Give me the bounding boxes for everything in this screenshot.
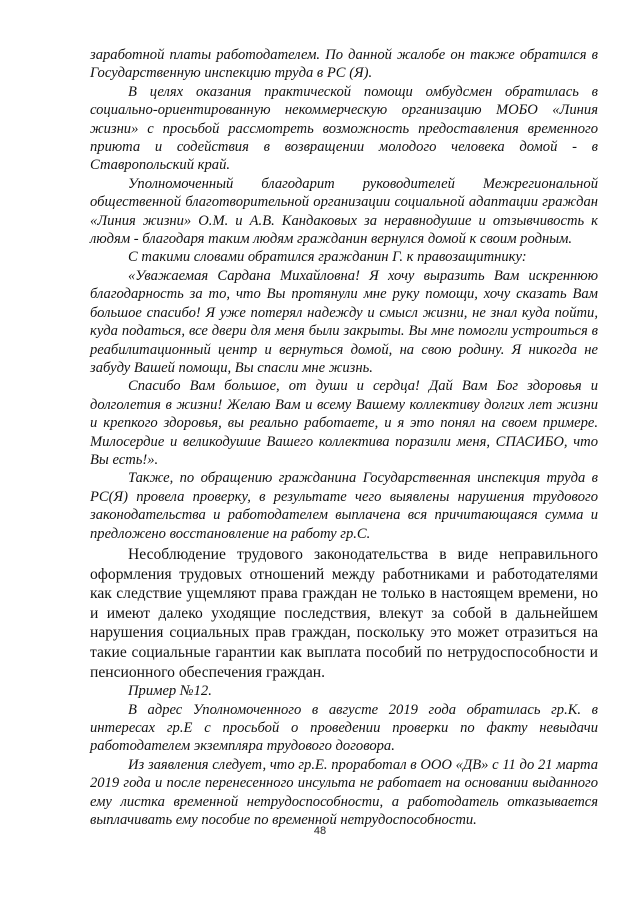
paragraph-quote-part-2: Спасибо Вам большое, от души и сердца! Дай Вам Бог здоровья и долголетия в жизни! Желаю Вам и всему Вашему коллективу долгих лет жизни и крепкого здоровья, вы реально работаете, и я это понял на своем примере. Милосердие и великодушие Вашего коллектива поразили меня, СПАСИБО, что Вы есть!».: [90, 378, 598, 468]
example-heading: Пример №12.: [128, 683, 212, 700]
page-content: [90, 46, 598, 829]
paragraph-labor-law-violations: Несоблюдение трудового законодательства в виде неправильного оформления трудовых отношений между работниками и работодателями как следствие ущемляют права граждан не только в настоящем времени, но и имеют далеко уходящие последствия, влекут за собой в дальнейшем нарушения социальных прав граждан, поскольку это может отразиться на такие социальные гарантии как выплата пособий по нетрудоспособности и пенсионного обеспечения граждан.: [90, 545, 598, 681]
paragraph-continuation: заработной платы работодателем. По данной жалобе он также обратился в Государственную инспекцию труда в РС (Я).: [90, 47, 598, 82]
paragraph-quote-intro: С такими словами обратился гражданин Г. к правозащитнику:: [128, 249, 527, 266]
paragraph-gratitude: Уполномоченный благодарит руководителей Межрегиональной общественной благотворительной организации социальной адаптации граждан «Линия жизни» О.М. и А.В. Кандаковых за неравнодушие и отзывчивость к людям - благодаря таким людям гражданин вернулся домой к своим родным.: [90, 175, 598, 248]
page-number: 48: [313, 825, 327, 837]
paragraph-example-appeal: В адрес Уполномоченного в августе 2019 года обратилась гр.К. в интересах гр.Е с просьбой о проведении проверки по факту невыдачи работодателем экземпляра трудового договора.: [90, 701, 598, 755]
paragraph-ombudsman-assistance: В целях оказания практической помощи омбудсмен обратилась в социально-ориентированную некоммерческую организацию МОБО «Линия жизни» с просьбой рассмотреть возможность предоставления временного приюта и содействия в возвращении молодого человека домой - в Ставропольский край.: [90, 83, 598, 174]
paragraph-quote-part-1: «Уважаемая Сардана Михайловна! Я хочу выразить Вам искреннюю благодарность за то, что Вы протянули мне руку помощи, хочу сказать Вам большое спасибо! Я уже потерял надежду и смысл жизни, не знал куда пойти, куда податься, все двери для меня были закрыты. Вы мне помогли устроиться в реабилитационный центр и вернуться домой, на свою родину. Я никогда не забуду Вашей помощи, Вы спасли мне жизнь.: [90, 267, 598, 376]
paragraph-labor-inspection: Также, по обращению гражданина Государственная инспекция труда в РС(Я) провела проверку, в результате чего выявлены нарушения трудового законодательства и работодателем выплачена вся причитающаяся сумма и предложено восстановление на работу гр.С.: [90, 470, 598, 542]
paragraph-example-statement: Из заявления следует, что гр.Е. проработал в ООО «ДВ» с 11 до 21 марта 2019 года и после перенесенного инсульта не работает на основании выданного ему листка временной нетрудоспособности, а работодатель отказывается выплачивать ему пособие по временной нетрудоспособности.: [90, 756, 598, 828]
